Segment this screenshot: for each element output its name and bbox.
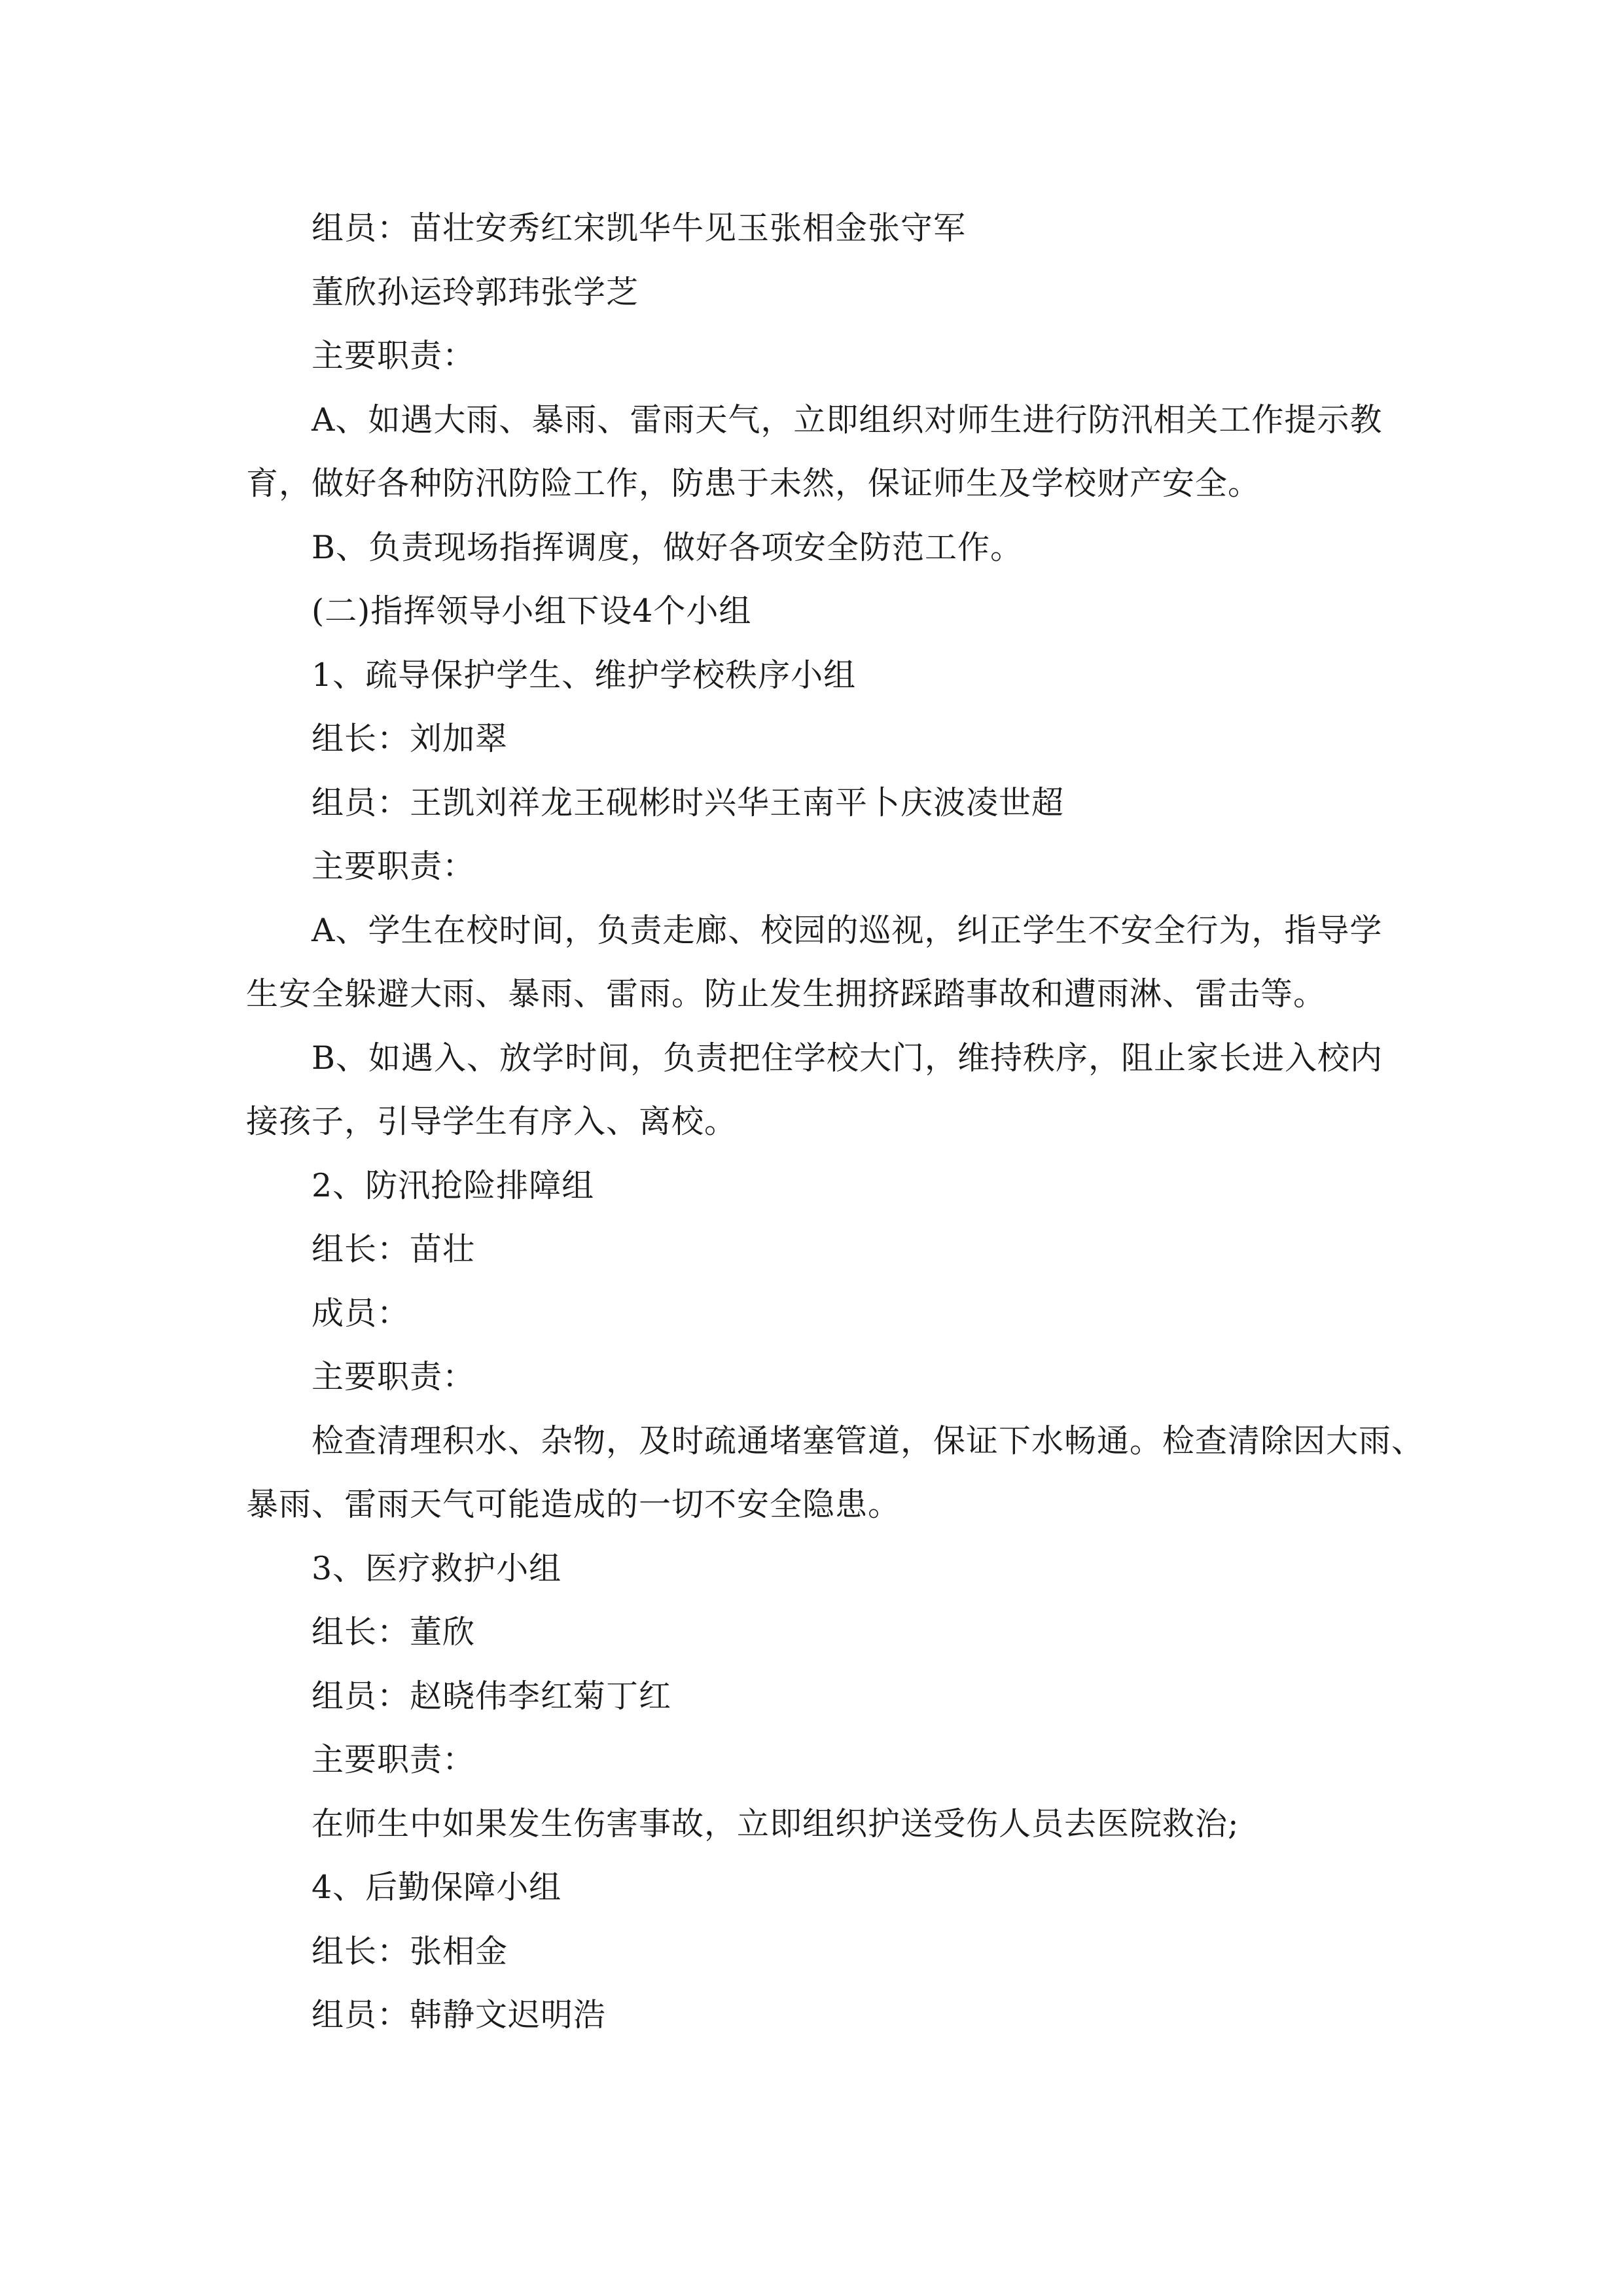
text-line: 主要职责：	[312, 1741, 476, 1778]
text-line: A、如遇大雨、暴雨、雷雨天气，立即组织对师生进行防汛相关工作提示教	[312, 401, 1383, 439]
text-line: 主要职责：	[312, 1358, 476, 1395]
text-line: 组长：董欣	[312, 1613, 476, 1651]
text-line: 组长：张相金	[312, 1932, 508, 1970]
text-line: 组员：苗壮安秀红宋凯华牛见玉张相金张守军	[312, 209, 967, 247]
text-line: 组员：赵晓伟李红菊丁红	[312, 1677, 672, 1715]
text-line: 2、防汛抢险排障组	[312, 1166, 595, 1204]
text-line: B、如遇入、放学时间，负责把住学校大门，维持秩序，阻止家长进入校内	[312, 1039, 1383, 1077]
text-line: 生安全躲避大雨、暴雨、雷雨。防止发生拥挤踩踏事故和遭雨淋、雷击等。	[246, 975, 1327, 1013]
text-line: 在师生中如果发生伤害事故，立即组织护送受伤人员去医院救治;	[312, 1804, 1240, 1842]
text-line: 1、疏导保护学生、维护学校秩序小组	[312, 656, 857, 694]
text-line: 4、后勤保障小组	[312, 1869, 562, 1906]
text-line: 组员：王凯刘祥龙王砚彬时兴华王南平卜庆波凌世超	[312, 783, 1065, 821]
text-line: 检查清理积水、杂物，及时疏通堵塞管道，保证下水畅通。检查清除因大雨、	[312, 1422, 1425, 1460]
text-line: B、负责现场指挥调度，做好各项安全防范工作。	[312, 528, 1024, 566]
text-line: 组员：韩静文迟明浩	[312, 1996, 607, 2034]
text-line: 接孩子，引导学生有序入、离校。	[246, 1103, 738, 1140]
text-line: 主要职责：	[312, 848, 476, 885]
text-line: 组长：苗壮	[312, 1230, 476, 1268]
text-line: 暴雨、雷雨天气可能造成的一切不安全隐患。	[246, 1486, 901, 1523]
text-line: 育，做好各种防汛防险工作，防患于未然，保证师生及学校财产安全。	[246, 465, 1261, 502]
document-body	[246, 196, 1425, 2047]
text-line: 3、医疗救护小组	[312, 1549, 562, 1587]
text-line: 董欣孙运玲郭玮张学芝	[312, 273, 639, 311]
text-line: 主要职责：	[312, 337, 476, 374]
text-line: A、学生在校时间，负责走廊、校园的巡视，纠正学生不安全行为，指导学	[312, 911, 1383, 949]
text-line: (二)指挥领导小组下设4个小组	[312, 592, 752, 630]
text-line: 成员：	[312, 1294, 410, 1332]
text-line: 组长：刘加翠	[312, 720, 508, 757]
